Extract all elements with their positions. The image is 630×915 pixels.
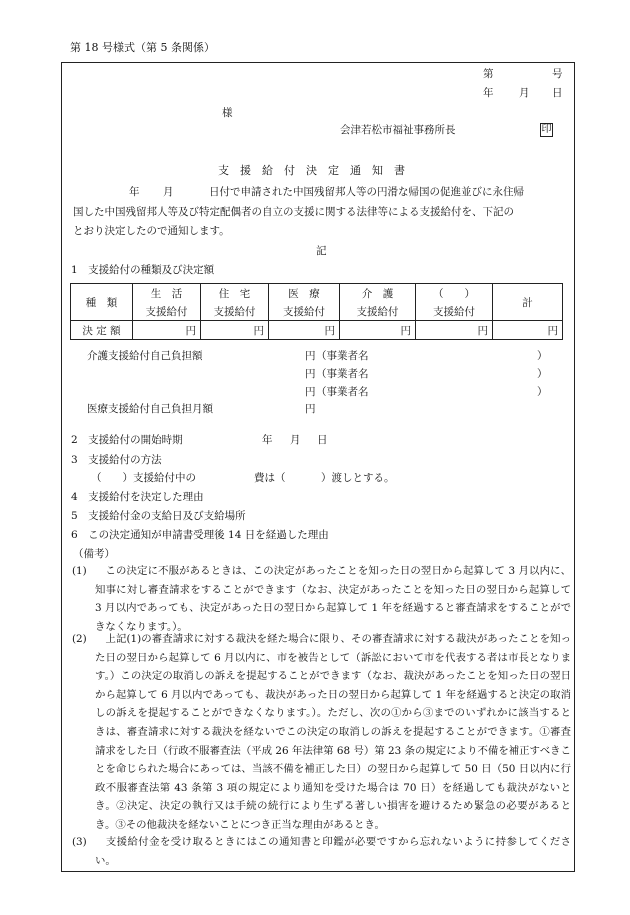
start-year: 年 [262, 434, 273, 446]
col-1-bottom: 支援給付 [133, 302, 201, 321]
col-4-bottom: 支援給付 [340, 302, 416, 321]
yen-unit: 円 [305, 350, 316, 362]
remark-number: (2) [72, 633, 87, 645]
recipient-honorific: 様 [222, 107, 233, 119]
yen-cell: 円 [201, 321, 269, 340]
col-3-bottom: 支援給付 [269, 302, 340, 321]
benefit-amount-table [70, 283, 563, 340]
business-name-close: ） [537, 368, 548, 380]
yen-cell: 円 [340, 321, 416, 340]
business-name-close: ） [537, 350, 548, 362]
remark-3 [72, 833, 571, 870]
section-3-heading: 3 支援給付の方法 [71, 454, 162, 466]
col-1-top: 生 活 [133, 284, 201, 303]
intro-line3: とおり決定したので通知します。 [73, 225, 230, 237]
start-day: 日 [317, 434, 328, 446]
remarks-heading: （備考） [73, 548, 115, 560]
intro-year: 年 [129, 186, 140, 198]
document-title: 支 援 給 付 決 定 通 知 書 [218, 164, 405, 177]
iryo-copay-label: 医療支援給付自己負担月額 [87, 403, 213, 415]
kind-label: 種 類 [71, 284, 133, 321]
ki-heading: 記 [316, 245, 327, 257]
method-part-c: ）渡しとする。 [321, 472, 395, 484]
number-suffix: 号 [552, 68, 563, 80]
method-part-a: （ ）支援給付中の [91, 472, 196, 484]
date-day: 日 [552, 87, 563, 99]
total-label: 計 [493, 284, 563, 321]
col-2-top: 住 宅 [201, 284, 269, 303]
yen-cell: 円 [133, 321, 201, 340]
remark-text: 上記(1)の審査請求に対する裁決を経た場合に限り、その審査請求に対する裁決があったことを知った日の翌日から起算して 6 月以内に、市を被告として（訴訟において市を代表する者は市長となります。）この決定の取消しの訴えを提起することができます（なお、裁決があったことを知った日の翌日から起算して 6 月以内であっても、裁決があった日の翌日から起算して 1 年を経過すると決定の取消しの訴えを提起することができなくなります。）。ただし、次の①から③までのいずれかに該当するときは、審査請求に対する裁決を経ないでこの決定の取消しの訴えを提起することができます。①審査請求をした日（行政不服審査法（平成 26 年法律第 68 号）第 23 条の規定により不備を補正すべきことを命じられた場合にあっては、当該不備を補正した日）の翌日から起算して 50 日（50 日以内に行政不服審査法第 43 条第 3 項の規定により通知を受けた場合は 70 日）を経過しても裁決がないとき。②決定、決定の執行又は手続の続行により生ずる著しい損害を避けるため緊急の必要があるとき。③その他裁決を経ないことにつき正当な理由があるとき。 [95, 633, 571, 831]
col-2-bottom: 支援給付 [201, 302, 269, 321]
col-4-top: 介 護 [340, 284, 416, 303]
section-6-heading: 6 この決定通知が申請書受理後 14 日を経過した理由 [71, 529, 329, 541]
section-4-heading: 4 支援給付を決定した理由 [71, 491, 204, 503]
date-month: 月 [519, 87, 530, 99]
col-3-top: 医 療 [269, 284, 340, 303]
business-name-label: （事業者名 [316, 350, 369, 362]
decision-label: 決 定 額 [71, 321, 133, 340]
remark-number: (3) [72, 836, 87, 848]
section-1-heading: 1 支援給付の種類及び決定額 [71, 264, 215, 276]
start-month: 月 [290, 434, 301, 446]
yen-cell: 円 [493, 321, 563, 340]
remark-number: (1) [72, 565, 87, 577]
section-5-heading: 5 支援給付金の支給日及び支給場所 [71, 510, 246, 522]
seal-mark: 印 [541, 124, 552, 135]
intro-line2: 国した中国残留邦人等及び特定配偶者の自立の支援に関する法律等による支援給付を、下記の [73, 206, 514, 218]
remark-text: 支援給付金を受け取るときにはこの通知書と印鑑が必要ですから忘れないように持参してください。 [95, 836, 571, 867]
form-label: 第 18 号様式（第 5 条関係） [70, 41, 215, 54]
issuer-name: 会津若松市福祉事務所長 [340, 124, 456, 136]
business-name-close: ） [537, 386, 548, 398]
yen-unit: 円 [305, 368, 316, 380]
number-prefix: 第 [483, 68, 494, 80]
col-5-bottom: 支援給付 [416, 302, 493, 321]
section-2-heading: 2 支援給付の開始時期 [71, 434, 183, 446]
remark-1 [72, 562, 571, 636]
yen-unit: 円 [305, 403, 316, 415]
intro-month: 月 [163, 186, 174, 198]
business-name-label: （事業者名 [316, 386, 369, 398]
remark-text: この決定に不服があるときは、この決定があったことを知った日の翌日から起算して 3 月以内に、知事に対し審査請求をすることができます（なお、決定があったことを知った日の翌日から起算して 3 月以内であっても、決定があった日の翌日から起算して 1 年を経過すると審査請求をすることができなくなります。）。 [95, 565, 571, 633]
yen-cell: 円 [416, 321, 493, 340]
remark-2 [72, 630, 571, 835]
method-part-b: 費は（ [254, 472, 286, 484]
date-year: 年 [483, 87, 494, 99]
yen-unit: 円 [305, 386, 316, 398]
intro-line1: 日付で申請された中国残留邦人等の円滑な帰国の促進並びに永住帰 [209, 186, 524, 198]
business-name-label: （事業者名 [316, 368, 369, 380]
yen-cell: 円 [269, 321, 340, 340]
kaigo-copay-label: 介護支援給付自己負担額 [87, 350, 203, 362]
col-5-top: （ ） [416, 284, 493, 303]
